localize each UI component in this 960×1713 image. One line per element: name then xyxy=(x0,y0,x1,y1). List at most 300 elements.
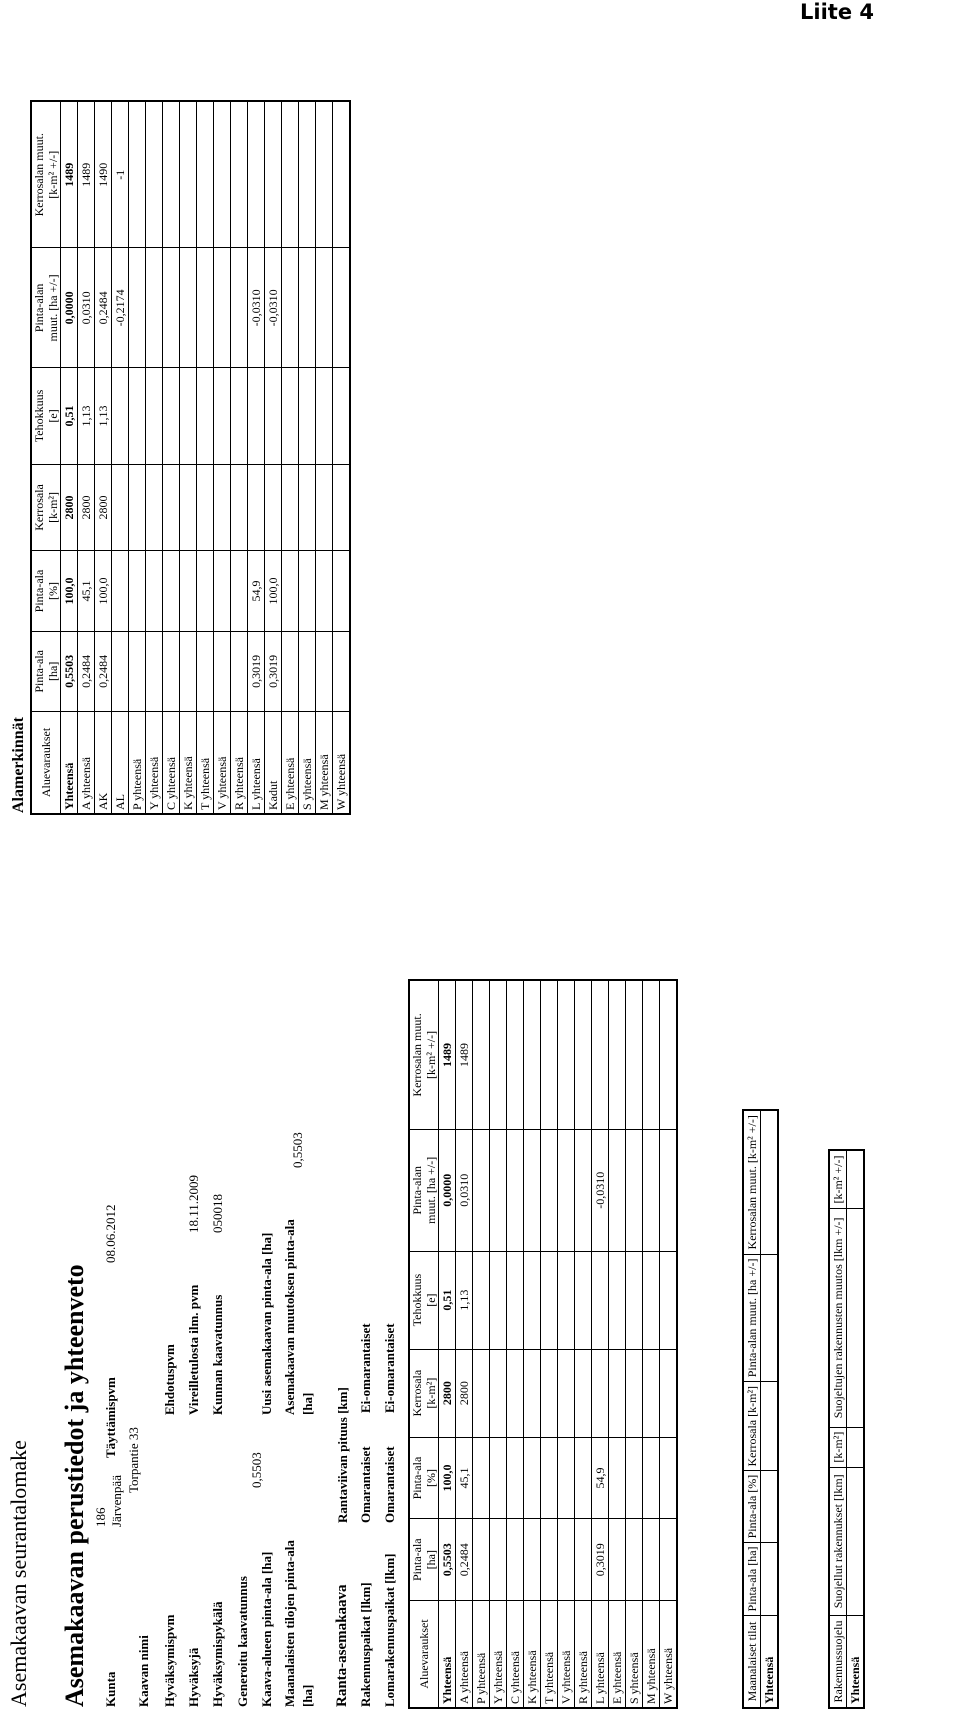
table-cell xyxy=(558,980,575,1129)
omarantaiset-1: Omarantaiset xyxy=(358,1446,373,1523)
table-cell xyxy=(316,464,333,551)
table-cell xyxy=(575,1251,592,1349)
table-cell xyxy=(333,248,351,368)
col-suojellut-lkm: Suojellut rakennukset [lkm] xyxy=(829,1467,847,1615)
col-a-pinta-ha: Pinta-ala [ha] xyxy=(31,631,61,711)
table-cell xyxy=(490,1437,507,1519)
table-cell xyxy=(524,1437,541,1519)
table-cell: 0,2484 xyxy=(456,1519,473,1601)
row-label: M yhteensä xyxy=(316,712,333,815)
col-a-kerrosala: Kerrosala [k-m²] xyxy=(31,464,61,551)
table-cell xyxy=(146,248,163,368)
table-cell xyxy=(112,464,129,551)
table-cell: 0,0310 xyxy=(78,248,95,368)
table-row xyxy=(626,980,643,1708)
muutos-value: 0,5503 xyxy=(290,1132,305,1168)
tayttamis-value: 08.06.2012 xyxy=(103,1204,118,1263)
table-cell xyxy=(473,980,490,1129)
row-label: V yhteensä xyxy=(558,1601,575,1709)
table-cell xyxy=(214,551,231,631)
table-cell xyxy=(660,1519,678,1601)
table-cell: 100,0 xyxy=(95,551,112,631)
row-label: P yhteensä xyxy=(473,1601,490,1709)
col-maanalaiset: Maanalaiset tilat xyxy=(743,1616,761,1709)
table-cell xyxy=(609,1519,626,1601)
row-label: C yhteensä xyxy=(163,712,180,815)
generoitu-label: Generoitu kaavatunnus xyxy=(235,1576,250,1707)
table-cell xyxy=(473,1129,490,1251)
maanalaisten-unit: [ha] xyxy=(300,1684,315,1707)
table-cell xyxy=(660,1129,678,1251)
col-suojeltujen-km2: [k-m² +/-] xyxy=(829,1150,847,1209)
table-cell: 2800 xyxy=(439,1349,456,1437)
rakennussuojelu-header-row xyxy=(829,1150,847,1708)
table-cell xyxy=(626,1129,643,1251)
table-cell xyxy=(609,1437,626,1519)
table-cell xyxy=(507,1129,524,1251)
table-row xyxy=(163,101,180,814)
table-cell: 0,2484 xyxy=(95,631,112,711)
table-row xyxy=(197,101,214,814)
table-cell xyxy=(643,1437,660,1519)
table-cell: 0,3019 xyxy=(265,631,282,711)
table-cell: 0,5503 xyxy=(61,631,78,711)
omarantaiset-2: Omarantaiset xyxy=(382,1446,397,1523)
table-cell xyxy=(507,1437,524,1519)
alamerkinnat-heading: Alamerkinnät xyxy=(10,717,27,813)
col-kerrosala-muut: Kerrosalan muut. [k-m² +/-] xyxy=(409,980,439,1129)
table-cell xyxy=(660,1349,678,1437)
table-cell xyxy=(490,980,507,1129)
table-cell: -0,2174 xyxy=(112,248,129,368)
row-label: A yhteensä xyxy=(78,712,95,815)
table-cell xyxy=(575,1129,592,1251)
table-cell xyxy=(129,464,146,551)
table-cell: 54,9 xyxy=(592,1437,609,1519)
ranta-heading: Ranta-asemakaava xyxy=(334,1584,350,1707)
table-cell: 0,2484 xyxy=(78,631,95,711)
col-aluevaraukset: Aluevaraukset xyxy=(409,1601,439,1709)
col-m-pinta-pct: Pinta-ala [%] xyxy=(743,1471,761,1543)
row-label: K yhteensä xyxy=(524,1601,541,1709)
col-a-pinta-pct: Pinta-ala [%] xyxy=(31,551,61,631)
table-cell xyxy=(214,368,231,464)
summary-body xyxy=(439,980,678,1708)
ei-omarantaiset-1: Ei-omarantaiset xyxy=(358,1323,373,1413)
muutos-label: Asemakaavan muutoksen pinta-ala xyxy=(282,1219,297,1415)
table-cell xyxy=(643,1251,660,1349)
table-cell xyxy=(163,631,180,711)
table-cell: 45,1 xyxy=(78,551,95,631)
table-row xyxy=(129,101,146,814)
row-label: L yhteensä xyxy=(248,712,265,815)
table-cell xyxy=(333,631,351,711)
row-label: C yhteensä xyxy=(507,1601,524,1709)
table-cell xyxy=(265,368,282,464)
table-cell xyxy=(541,1519,558,1601)
summary-table xyxy=(408,979,678,1709)
table-cell xyxy=(316,101,333,248)
table-cell xyxy=(609,1129,626,1251)
vireille-label: Vireilletulosta ilm. pvm xyxy=(186,1284,201,1415)
table-cell xyxy=(282,464,299,551)
table-cell xyxy=(490,1349,507,1437)
table-cell xyxy=(333,464,351,551)
alamerkinnat-body xyxy=(61,101,351,814)
table-cell xyxy=(609,980,626,1129)
col-pinta-muut: Pinta-alan muut. [ha +/-] xyxy=(409,1129,439,1251)
row-label: K yhteensä xyxy=(180,712,197,815)
kunnan-tunnus-value: 050018 xyxy=(210,1194,225,1233)
table-cell: -1 xyxy=(112,101,129,248)
row-label: L yhteensä xyxy=(592,1601,609,1709)
row-label: T yhteensä xyxy=(197,712,214,815)
maanalaiset-table xyxy=(742,1109,779,1709)
maanalaiset-header-row xyxy=(743,1110,761,1708)
table-row xyxy=(643,980,660,1708)
table-cell xyxy=(507,1251,524,1349)
table-cell xyxy=(575,1349,592,1437)
table-cell xyxy=(524,1251,541,1349)
table-cell: 1490 xyxy=(95,101,112,248)
vireille-value: 18.11.2009 xyxy=(186,1174,201,1233)
table-cell xyxy=(490,1251,507,1349)
table-cell xyxy=(248,464,265,551)
table-cell xyxy=(592,1251,609,1349)
row-label: R yhteensä xyxy=(575,1601,592,1709)
kunta-name: Järvenpää xyxy=(109,1475,124,1527)
table-cell xyxy=(197,101,214,248)
row-label: Y yhteensä xyxy=(490,1601,507,1709)
table-row xyxy=(214,101,231,814)
table-cell xyxy=(558,1437,575,1519)
table-cell xyxy=(214,248,231,368)
table-cell: -0,0310 xyxy=(592,1129,609,1251)
col-pinta-pct: Pinta-ala [%] xyxy=(409,1437,439,1519)
lomarakennuspaikat-label: Lomarakennuspaikat [lkm] xyxy=(382,1553,397,1707)
row-label: T yhteensä xyxy=(541,1601,558,1709)
maanalaiset-yhteensa: Yhteensä xyxy=(761,1616,779,1709)
table-cell xyxy=(643,1129,660,1251)
table-cell xyxy=(507,1519,524,1601)
table-cell xyxy=(473,1251,490,1349)
maanalaisten-label: Maanalaisten tilojen pinta-ala xyxy=(282,1540,297,1707)
table-cell: 2800 xyxy=(78,464,95,551)
col-m-kerrosala-muut: Kerrosalan muut. [k-m² +/-] xyxy=(743,1110,761,1254)
col-a-tehokkuus: Tehokkuus [e] xyxy=(31,368,61,464)
row-label: S yhteensä xyxy=(299,712,316,815)
table-cell xyxy=(146,368,163,464)
table-cell: 2800 xyxy=(61,464,78,551)
table-cell xyxy=(524,980,541,1129)
row-label: E yhteensä xyxy=(282,712,299,815)
table-cell xyxy=(129,551,146,631)
alamerkinnat-header-row xyxy=(31,101,61,814)
table-cell xyxy=(333,368,351,464)
table-cell xyxy=(129,248,146,368)
table-row xyxy=(61,101,78,814)
table-cell xyxy=(660,1437,678,1519)
table-row xyxy=(95,101,112,814)
summary-header-row xyxy=(409,980,439,1708)
rakennussuojelu-yhteensa: Yhteensä xyxy=(847,1616,865,1709)
table-cell: 0,51 xyxy=(439,1251,456,1349)
table-cell xyxy=(282,248,299,368)
ei-omarantaiset-2: Ei-omarantaiset xyxy=(382,1323,397,1413)
table-cell xyxy=(541,1129,558,1251)
table-cell xyxy=(626,1251,643,1349)
table-cell xyxy=(541,980,558,1129)
table-cell xyxy=(490,1129,507,1251)
table-cell xyxy=(197,368,214,464)
table-row xyxy=(180,101,197,814)
table-cell xyxy=(265,464,282,551)
table-cell xyxy=(575,1437,592,1519)
table-cell xyxy=(333,551,351,631)
table-cell xyxy=(592,1349,609,1437)
table-row xyxy=(333,101,351,814)
table-cell xyxy=(146,631,163,711)
table-cell xyxy=(473,1349,490,1437)
table-row xyxy=(456,980,473,1708)
pykala-label: Hyväksymispykälä xyxy=(210,1601,225,1707)
table-row xyxy=(439,980,456,1708)
table-row xyxy=(524,980,541,1708)
kunta-number: 186 xyxy=(93,1507,108,1527)
col-a-pinta-muut: Pinta-alan muut. [ha +/-] xyxy=(31,248,61,368)
table-cell xyxy=(609,1251,626,1349)
table-cell xyxy=(248,101,265,248)
table-cell xyxy=(129,631,146,711)
table-cell xyxy=(180,248,197,368)
table-cell: 1489 xyxy=(78,101,95,248)
row-label: E yhteensä xyxy=(609,1601,626,1709)
table-row xyxy=(299,101,316,814)
table-cell xyxy=(643,980,660,1129)
table-cell xyxy=(214,464,231,551)
table-cell: 0,3019 xyxy=(248,631,265,711)
table-cell: 1,13 xyxy=(95,368,112,464)
table-cell xyxy=(490,1519,507,1601)
table-cell xyxy=(180,368,197,464)
table-cell xyxy=(146,101,163,248)
table-cell xyxy=(592,980,609,1129)
table-cell xyxy=(214,101,231,248)
table-row xyxy=(609,980,626,1708)
table-cell xyxy=(541,1437,558,1519)
col-suojellut-km2: [k-m²] xyxy=(829,1427,847,1467)
table-cell xyxy=(231,631,248,711)
table-cell xyxy=(643,1349,660,1437)
row-label: Yhteensä xyxy=(439,1601,456,1709)
table-cell xyxy=(146,551,163,631)
col-pinta-ha: Pinta-ala [ha] xyxy=(409,1519,439,1601)
table-cell xyxy=(541,1349,558,1437)
table-row xyxy=(146,101,163,814)
table-cell xyxy=(231,464,248,551)
rakennuspaikat-label: Rakennuspaikat [lkm] xyxy=(358,1582,373,1707)
table-cell: 0,5503 xyxy=(439,1519,456,1601)
table-cell xyxy=(626,980,643,1129)
alue-pinta-value: 0,5503 xyxy=(249,1452,264,1488)
form-title: Asemakaavan seurantalomake xyxy=(6,1440,31,1707)
col-m-kerrosala: Kerrosala [k-m²] xyxy=(743,1382,761,1471)
table-cell xyxy=(146,464,163,551)
table-cell xyxy=(299,101,316,248)
alamerkinnat-table xyxy=(30,100,351,815)
table-row xyxy=(575,980,592,1708)
table-cell: 45,1 xyxy=(456,1437,473,1519)
kunta-label: Kunta xyxy=(103,1671,118,1707)
page-heading: Asemakaavan perustiedot ja yhteenveto xyxy=(60,1264,89,1707)
table-cell: -0,0310 xyxy=(248,248,265,368)
appendix-label: Liite 4 xyxy=(800,0,874,24)
table-cell xyxy=(316,368,333,464)
table-cell xyxy=(660,1251,678,1349)
table-cell xyxy=(231,551,248,631)
col-m-pinta-ha: Pinta-ala [ha] xyxy=(743,1542,761,1615)
table-cell xyxy=(112,631,129,711)
row-label: A yhteensä xyxy=(456,1601,473,1709)
row-label: Yhteensä xyxy=(61,712,78,815)
table-cell xyxy=(180,631,197,711)
table-cell xyxy=(180,551,197,631)
table-cell xyxy=(333,101,351,248)
table-row xyxy=(316,101,333,814)
row-label: P yhteensä xyxy=(129,712,146,815)
col-a-aluevaraukset: Aluevaraukset xyxy=(31,712,61,815)
col-a-kerrosala-muut: Kerrosalan muut. [k-m² +/-] xyxy=(31,101,61,248)
rantaviiva-label: Rantaviivan pituus [km] xyxy=(335,1387,350,1523)
table-row xyxy=(231,101,248,814)
table-cell xyxy=(163,464,180,551)
table-cell: 1489 xyxy=(456,980,473,1129)
table-cell: 1489 xyxy=(61,101,78,248)
table-cell xyxy=(197,248,214,368)
kaavan-nimi-value: Torpantie 33 xyxy=(126,1427,141,1493)
table-cell xyxy=(197,631,214,711)
table-cell: 1489 xyxy=(439,980,456,1129)
table-cell xyxy=(197,464,214,551)
row-label: Kadut xyxy=(265,712,282,815)
table-row xyxy=(112,101,129,814)
table-cell: 2800 xyxy=(456,1349,473,1437)
table-cell: 0,3019 xyxy=(592,1519,609,1601)
table-row xyxy=(507,980,524,1708)
table-row xyxy=(490,980,507,1708)
uusi-pinta-label: Uusi asemakaavan pinta-ala [ha] xyxy=(259,1232,274,1415)
table-cell xyxy=(316,551,333,631)
ehdotuspvm-label: Ehdotuspvm xyxy=(162,1344,177,1415)
table-cell xyxy=(609,1349,626,1437)
table-cell: 100,0 xyxy=(439,1437,456,1519)
table-cell xyxy=(507,1349,524,1437)
table-cell: 100,0 xyxy=(61,551,78,631)
table-row xyxy=(473,980,490,1708)
table-cell xyxy=(473,1519,490,1601)
col-rakennussuojelu: Rakennussuojelu xyxy=(829,1616,847,1709)
row-label: W yhteensä xyxy=(660,1601,678,1709)
table-cell: 1,13 xyxy=(78,368,95,464)
table-cell xyxy=(265,101,282,248)
muutos-unit: [ha] xyxy=(300,1392,315,1415)
table-cell xyxy=(299,248,316,368)
table-cell xyxy=(626,1437,643,1519)
row-label: S yhteensä xyxy=(626,1601,643,1709)
table-row xyxy=(592,980,609,1708)
row-label: AK xyxy=(95,712,112,815)
table-cell xyxy=(299,551,316,631)
table-row xyxy=(282,101,299,814)
table-cell xyxy=(129,101,146,248)
table-cell: 0,0000 xyxy=(439,1129,456,1251)
table-cell: 0,0000 xyxy=(61,248,78,368)
table-cell xyxy=(541,1251,558,1349)
table-cell xyxy=(282,101,299,248)
table-cell: 0,51 xyxy=(61,368,78,464)
table-cell xyxy=(524,1349,541,1437)
row-label: AL xyxy=(112,712,129,815)
table-row xyxy=(660,980,678,1708)
table-cell xyxy=(626,1349,643,1437)
col-tehokkuus: Tehokkuus [e] xyxy=(409,1251,439,1349)
table-cell xyxy=(558,1129,575,1251)
table-cell xyxy=(231,101,248,248)
rakennussuojelu-table xyxy=(828,1149,865,1709)
maanalaiset-row xyxy=(761,1110,779,1708)
table-cell xyxy=(282,368,299,464)
table-cell: 54,9 xyxy=(248,551,265,631)
table-cell xyxy=(575,1519,592,1601)
table-cell xyxy=(299,368,316,464)
table-cell xyxy=(197,551,214,631)
table-cell xyxy=(163,551,180,631)
table-row xyxy=(248,101,265,814)
table-cell xyxy=(558,1251,575,1349)
row-label: M yhteensä xyxy=(643,1601,660,1709)
table-cell: 2800 xyxy=(95,464,112,551)
table-cell xyxy=(163,248,180,368)
row-label: R yhteensä xyxy=(231,712,248,815)
table-cell xyxy=(163,368,180,464)
table-cell xyxy=(248,368,265,464)
table-cell xyxy=(299,464,316,551)
table-row xyxy=(265,101,282,814)
table-cell xyxy=(112,368,129,464)
table-cell xyxy=(524,1129,541,1251)
table-cell xyxy=(524,1519,541,1601)
table-row xyxy=(78,101,95,814)
table-cell xyxy=(643,1519,660,1601)
table-cell: -0,0310 xyxy=(265,248,282,368)
row-label: W yhteensä xyxy=(333,712,351,815)
rakennussuojelu-row xyxy=(847,1150,865,1708)
alue-pinta-label: Kaava-alueen pinta-ala [ha] xyxy=(259,1551,274,1707)
table-cell xyxy=(163,101,180,248)
table-cell xyxy=(507,980,524,1129)
table-cell xyxy=(112,551,129,631)
table-cell: 0,2484 xyxy=(95,248,112,368)
table-cell: 0,0310 xyxy=(456,1129,473,1251)
table-cell xyxy=(129,368,146,464)
hyvaksyja-label: Hyväksyjä xyxy=(186,1647,201,1707)
row-label: V yhteensä xyxy=(214,712,231,815)
table-cell xyxy=(660,980,678,1129)
table-cell xyxy=(316,631,333,711)
table-cell xyxy=(558,1519,575,1601)
col-suojeltujen-muutos: Suojeltujen rakennusten muutos [lkm +/-] xyxy=(829,1209,847,1428)
table-cell xyxy=(231,368,248,464)
